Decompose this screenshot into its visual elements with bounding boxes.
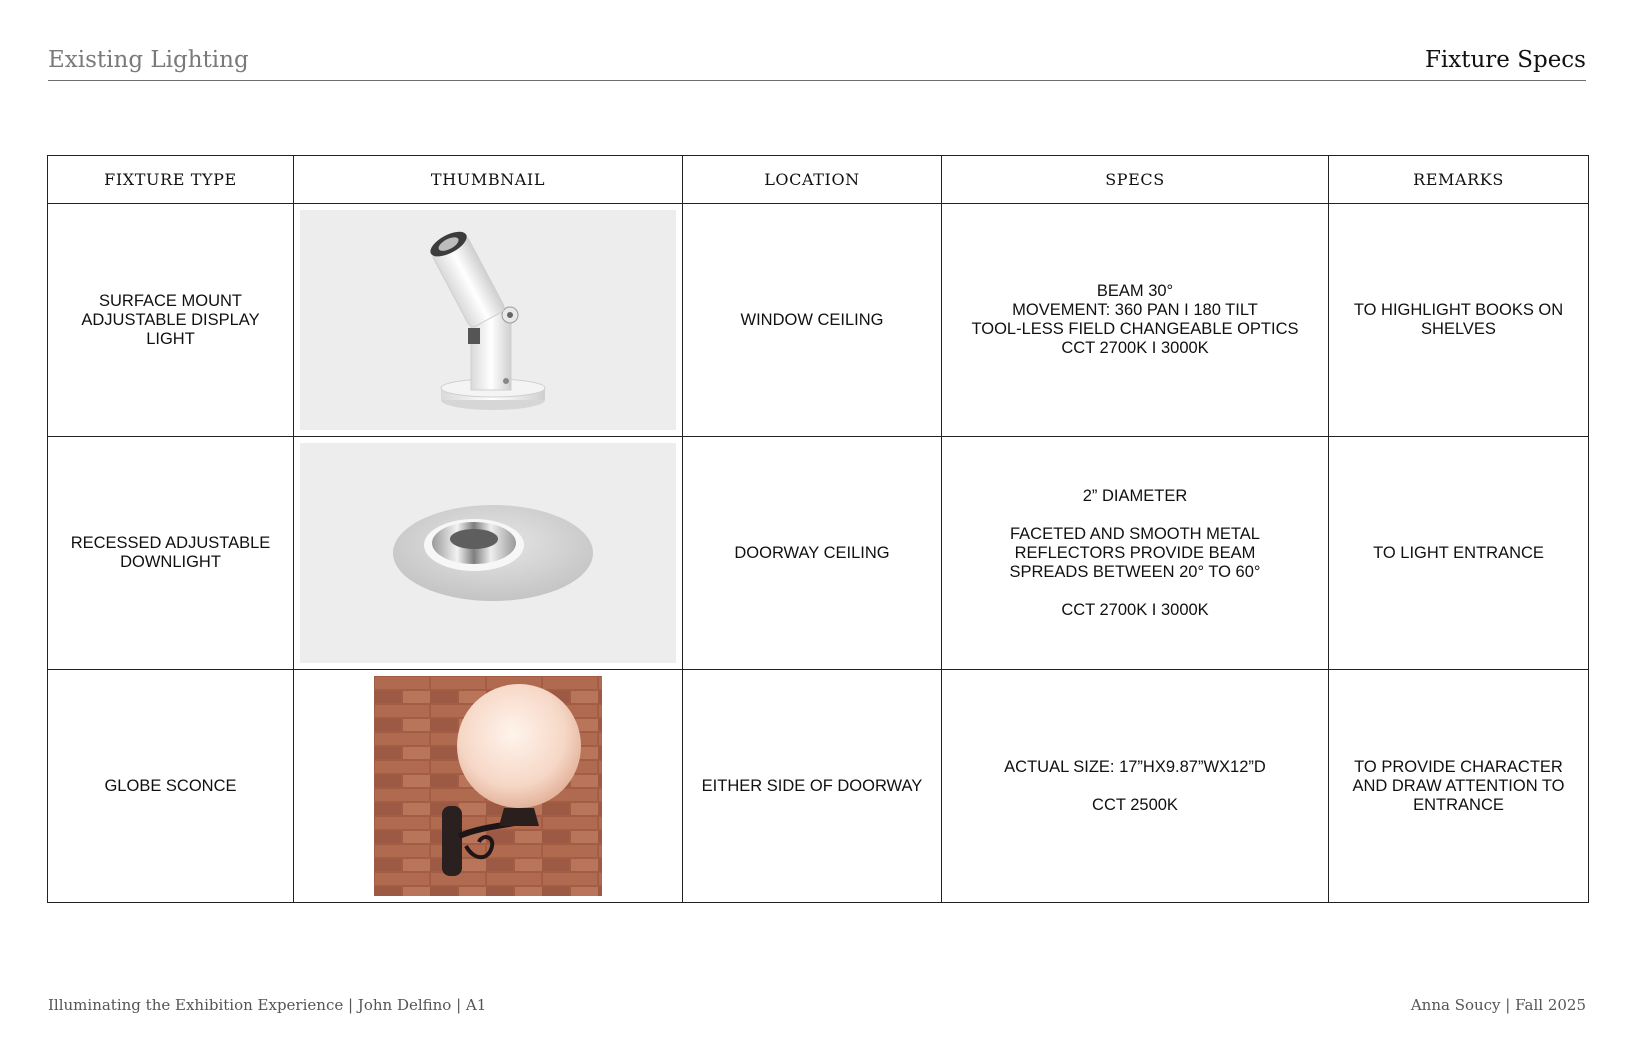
fixture-type-text: RECESSED ADJUSTABLE DOWNLIGHT (70, 534, 271, 571)
column-header-specs: SPECS (942, 156, 1329, 204)
specs-cell (942, 437, 1329, 670)
fixture-specs-table (47, 155, 1589, 903)
page-title: Fixture Specs (1424, 47, 1586, 73)
table-header-row (48, 156, 1589, 204)
remarks-text: TO PROVIDE CHARACTER AND DRAW ATTENTION TO ENTRANCE (1352, 757, 1565, 814)
remarks-text: TO HIGHLIGHT BOOKS ON SHELVES (1353, 301, 1564, 338)
specs-text: BEAM 30° MOVEMENT: 360 PAN I 180 TILT TOOL-LESS FIELD CHANGEABLE OPTICS CCT 2700K I 3000K (971, 282, 1299, 357)
fixture-type-text: GLOBE SCONCE (104, 776, 237, 795)
table-row (48, 437, 1589, 670)
remarks-text: TO LIGHT ENTRANCE (1373, 543, 1544, 562)
adjustable-spotlight-icon (300, 210, 676, 430)
column-header-fixture-type: FIXTURE TYPE (48, 156, 294, 204)
column-header-location: LOCATION (683, 156, 942, 204)
location-text: WINDOW CEILING (740, 310, 884, 329)
column-header-thumbnail: THUMBNAIL (294, 156, 683, 204)
fixture-type-cell (48, 437, 294, 670)
thumbnail-cell (294, 437, 683, 670)
table-row (48, 204, 1589, 437)
specs-cell (942, 204, 1329, 437)
footer-left: Illuminating the Exhibition Experience | John Delfino | A1 (48, 996, 487, 1014)
specs-text: ACTUAL SIZE: 17”HX9.87”WX12”D CCT 2500K (1004, 757, 1266, 814)
remarks-cell (1329, 670, 1589, 903)
specs-text: 2” DIAMETER FACETED AND SMOOTH METAL REFLECTORS PROVIDE BEAM SPREADS BETWEEN 20° TO 60° CCT 2700K I 3000K (1009, 486, 1261, 619)
recessed-downlight-icon (300, 443, 676, 663)
globe-sconce-icon (374, 676, 602, 896)
thumbnail-cell (294, 670, 683, 903)
footer-right: Anna Soucy | Fall 2025 (1410, 996, 1586, 1014)
fixture-type-cell (48, 204, 294, 437)
section-title: Existing Lighting (48, 47, 249, 73)
remarks-cell (1329, 204, 1589, 437)
location-cell (683, 670, 942, 903)
thumbnail-cell (294, 204, 683, 437)
location-cell (683, 204, 942, 437)
page-header (48, 40, 1586, 81)
table-row (48, 670, 1589, 903)
location-text: DOORWAY CEILING (734, 543, 890, 562)
remarks-cell (1329, 437, 1589, 670)
location-text: EITHER SIDE OF DOORWAY (701, 776, 923, 795)
fixture-type-text: SURFACE MOUNT ADJUSTABLE DISPLAY LIGHT (81, 291, 260, 348)
fixture-type-cell (48, 670, 294, 903)
specs-cell (942, 670, 1329, 903)
location-cell (683, 437, 942, 670)
column-header-remarks: REMARKS (1329, 156, 1589, 204)
